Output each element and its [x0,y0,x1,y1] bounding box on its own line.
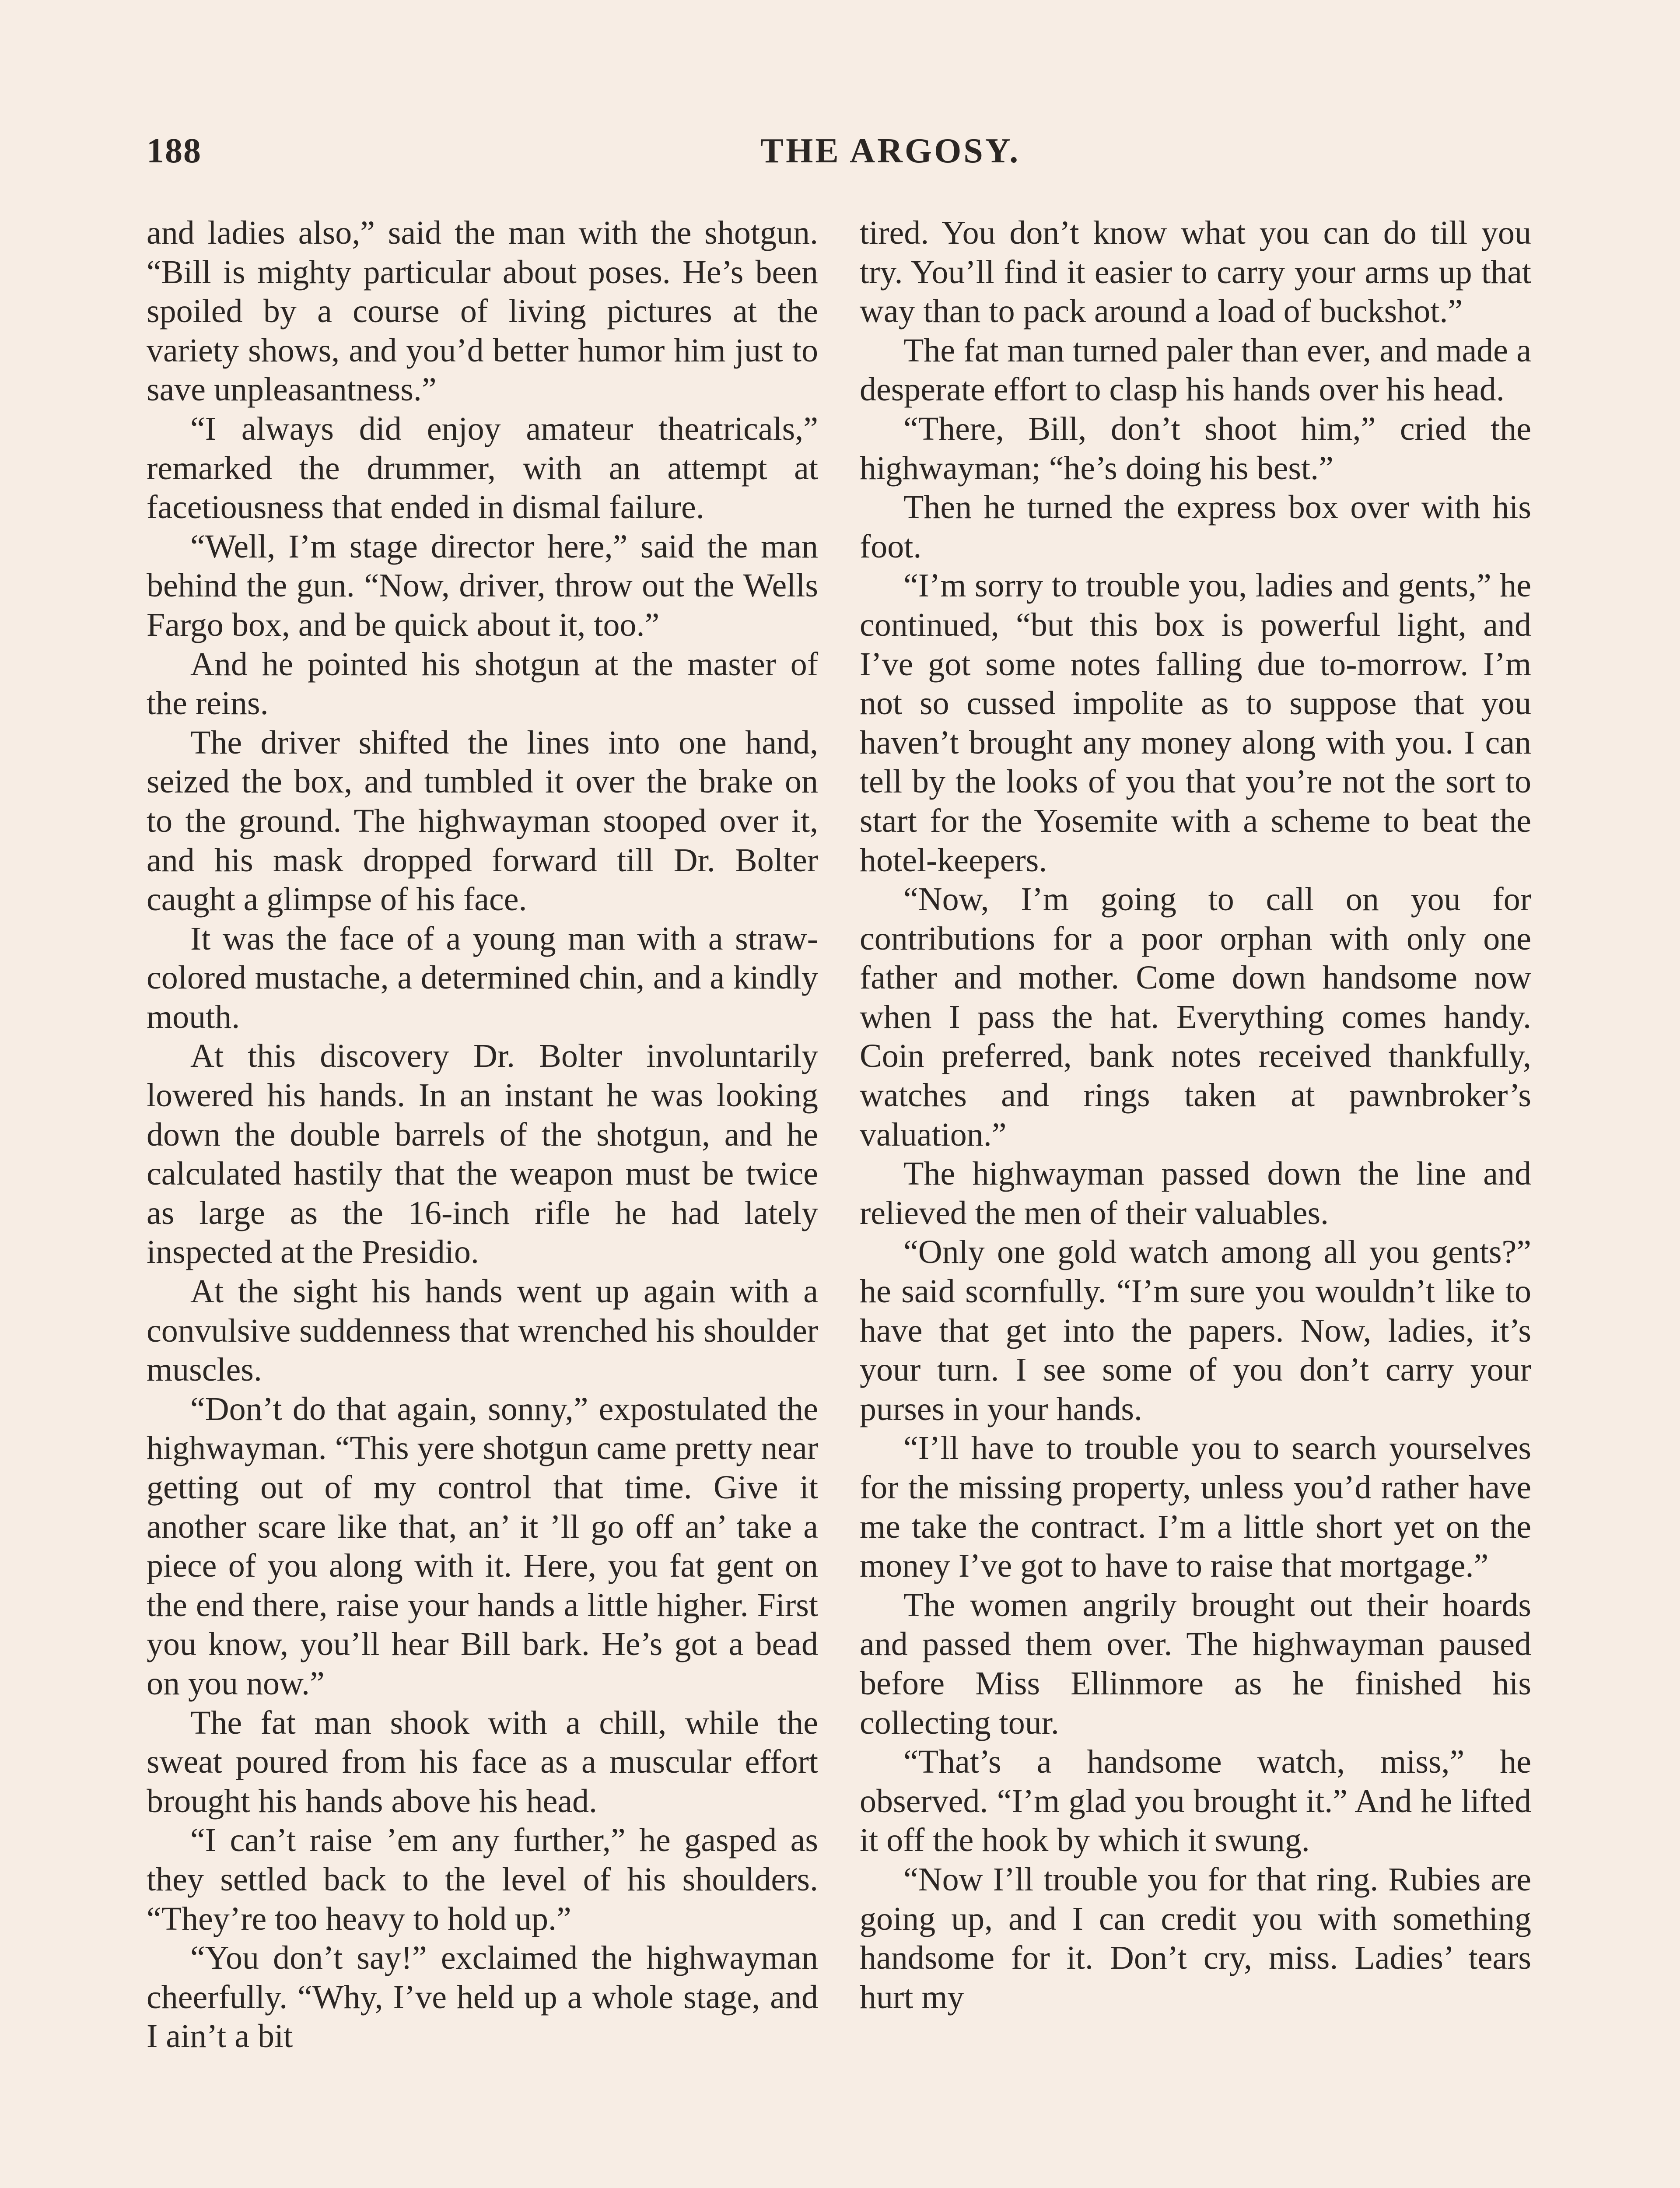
paragraph: “Now, I’m going to call on you for contributions for a poor orphan with only one father and mother. Come down handsome now when I pass the hat. Everything comes handy. Coin preferred, bank notes received thankfully, watches and rings taken at pawnbroker’s valuation.” [860,881,1531,1153]
paragraph: It was the face of a young man with a straw-colored mustache, a determined chin, and a kindly mouth. [147,920,818,1035]
paragraph: The fat man turned paler than ever, and made a desperate effort to clasp his hands over his head. [860,332,1531,408]
paragraph: “I can’t raise ’em any further,” he gasped as they settled back to the level of his shoulders. “They’re too heavy to hold up.” [147,1822,818,1937]
paragraph: tired. You don’t know what you can do till you try. You’ll find it easier to carry your arms up that way than to pack around a load of buckshot.” [860,214,1531,330]
paragraph: And he pointed his shotgun at the master of the reins. [147,645,818,722]
left-column [147,214,818,2056]
running-head [147,131,1540,179]
paragraph: At the sight his hands went up again with a convulsive suddenness that wrenched his shoulder muscles. [147,1273,818,1389]
paragraph: The driver shifted the lines into one hand, seized the box, and tumbled it over the brake on to the ground. The highwayman stooped over it, and his mask dropped forward till Dr. Bolter caught a glimpse of his face. [147,724,818,918]
right-column [860,214,1531,2017]
magazine-title: THE ARGOSY. [760,132,1021,170]
paragraph: At this discovery Dr. Bolter involuntarily lowered his hands. In an instant he was looking down the double barrels of the shotgun, and he calculated hastily that the weapon must be twice as large as the 16-inch rifle he had lately inspected at the Presidio. [147,1038,818,1271]
paragraph: “Now I’ll trouble you for that ring. Rubies are going up, and I can credit you with something handsome for it. Don’t cry, miss. Ladies’ tears hurt my [860,1861,1531,2016]
paragraph: “I always did enjoy amateur theatricals,” remarked the drummer, with an attempt at facetiousness that ended in dismal failure. [147,410,818,526]
paragraph: “That’s a handsome watch, miss,” he observed. “I’m glad you brought it.” And he lifted it off the hook by which it swung. [860,1743,1531,1859]
paragraph: “I’m sorry to trouble you, ladies and gents,” he continued, “but this box is powerful light, and I’ve got some notes falling due to-morrow. I’m not so cussed impolite as to suppose that you haven’t brought any money along with you. I can tell by the looks of you that you’re not the sort to start for the Yosemite with a scheme to beat the hotel-keepers. [860,567,1531,879]
paragraph: The fat man shook with a chill, while the sweat poured from his face as a muscular effort brought his hands above his head. [147,1704,818,1820]
paragraph: “I’ll have to trouble you to search yourselves for the missing property, unless you’d rather have me take the contract. I’m a little short yet on the money I’ve got to have to raise that mortgage.” [860,1430,1531,1585]
paragraph: “Don’t do that again, sonny,” expostulated the highwayman. “This yere shotgun came pretty near getting out of my control that time. Give it another scare like that, an’ it ’ll go off an’ take a piece of you along with it. Here, you fat gent on the end there, raise your hands a little higher. First you know, you’ll hear Bill bark. He’s got a bead on you now.” [147,1390,818,1702]
paragraph: “Well, I’m stage director here,” said the man behind the gun. “Now, driver, throw out the Wells Fargo box, and be quick about it, too.” [147,528,818,643]
paragraph: and ladies also,” said the man with the shotgun. “Bill is mighty particular about poses. He’s been spoiled by a course of living pictures at the variety shows, and you’d better humor him just to save unpleasantness.” [147,214,818,408]
paragraph: “There, Bill, don’t shoot him,” cried the highwayman; “he’s doing his best.” [860,410,1531,487]
paragraph: The highwayman passed down the line and relieved the men of their valuables. [860,1155,1531,1231]
page-number: 188 [147,132,202,170]
paragraph: The women angrily brought out their hoards and passed them over. The highwayman paused before Miss Ellinmore as he finished his collecting tour. [860,1586,1531,1741]
paragraph: Then he turned the express box over with his foot. [860,489,1531,565]
paragraph: “You don’t say!” exclaimed the highwayman cheerfully. “Why, I’ve held up a whole stage, and I ain’t a bit [147,1939,818,2055]
paragraph: “Only one gold watch among all you gents?” he said scornfully. “I’m sure you wouldn’t like to have that get into the papers. Now, ladies, it’s your turn. I see some of you don’t carry your purses in your hands. [860,1234,1531,1427]
